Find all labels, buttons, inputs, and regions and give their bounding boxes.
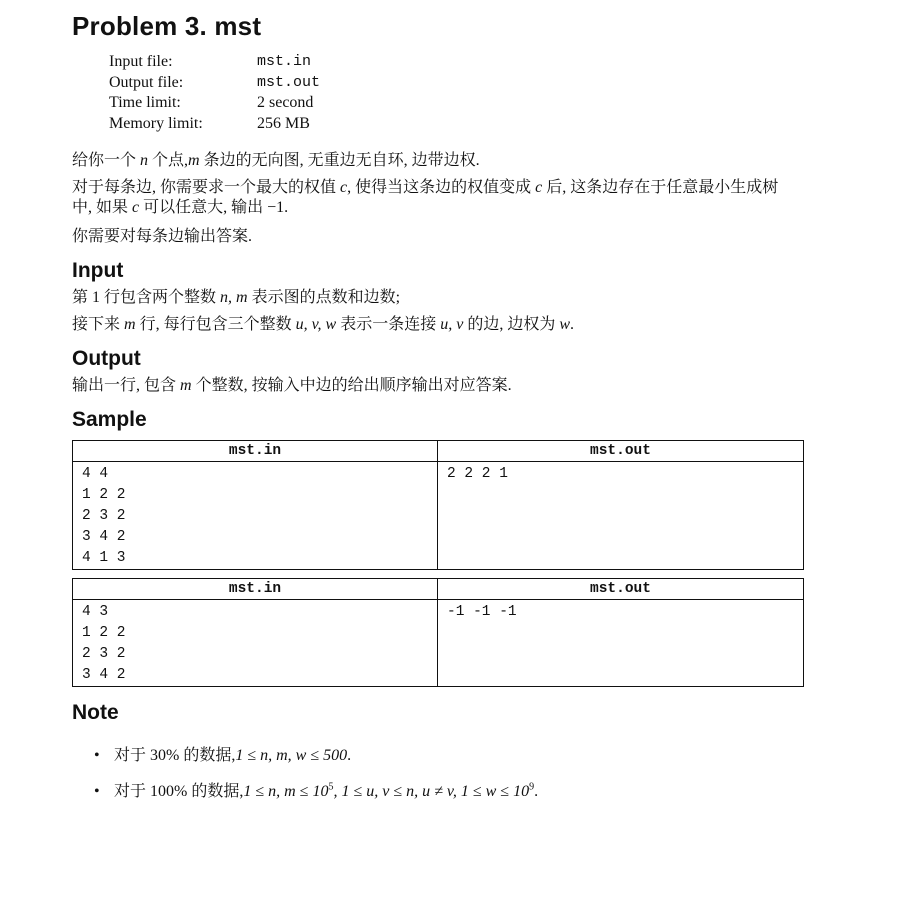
sample-input-line: 2 3 2 [82, 646, 126, 662]
text: , 使得当这条边的权值变成 [347, 179, 532, 196]
exponent: 9 [529, 781, 535, 793]
text: 接下来 [72, 316, 121, 333]
sample-input-line: 4 1 3 [82, 550, 126, 566]
sample-output-header: mst.out [438, 579, 804, 600]
meta-label: Time limit: [109, 94, 181, 111]
bullet-icon: • [94, 783, 100, 800]
bullet-icon: • [94, 747, 100, 764]
sample-input-cell [73, 600, 438, 687]
math-var: w [559, 316, 570, 333]
sample-input-line: 4 4 [82, 466, 109, 482]
meta-value: 256 MB [257, 114, 310, 132]
text: 给你一个 [72, 152, 137, 169]
text: 中, 如果 [72, 199, 129, 216]
input-line-2 [72, 315, 832, 335]
output-heading: Output [72, 347, 141, 370]
text: 行, 每行包含三个整数 [139, 316, 292, 333]
text: 对于每条边, 你需要求一个最大的权值 [72, 179, 337, 196]
sample-table-2 [72, 578, 804, 687]
text: 对于 30% 的数据, [114, 747, 236, 764]
text: 输出一行, 包含 [72, 377, 177, 394]
math-var: n, m [220, 289, 248, 306]
problem-title: Problem 3. mst [72, 11, 262, 41]
sample-output-line: -1 -1 -1 [447, 604, 517, 620]
meta-label: Output file: [109, 73, 184, 91]
sample-input-cell [73, 462, 438, 570]
text: . [534, 783, 539, 800]
note-item [94, 781, 538, 803]
math-var: c [340, 179, 348, 196]
text: 的边, 边权为 [467, 316, 556, 333]
sample-input-line: 4 3 [82, 604, 109, 620]
text: 条边的无向图, 无重边无自环, 边带边权. [203, 152, 480, 169]
math-var: c [132, 199, 140, 216]
math-var: u, v [440, 316, 464, 333]
sample-input-header: mst.in [73, 441, 438, 462]
sample-input-line: 3 4 2 [82, 667, 126, 683]
meta-label: Memory limit: [109, 114, 203, 132]
text: 第 1 行包含两个整数 [72, 289, 217, 306]
sample-output-line: 2 2 2 1 [447, 466, 508, 482]
math-var: u, v, w [295, 316, 337, 333]
meta-row [109, 93, 320, 114]
math-var: m [124, 316, 136, 333]
meta-value: mst.out [257, 73, 321, 91]
meta-value: 2 second [257, 94, 314, 111]
text: . [570, 316, 574, 333]
meta-row [109, 52, 320, 73]
note-item [94, 745, 538, 767]
text: 可以任意大, 输出 −1. [143, 199, 289, 216]
math-var: c [535, 179, 543, 196]
input-heading: Input [72, 259, 124, 282]
sample-input-header: mst.in [73, 579, 438, 600]
math: 1 ≤ n, m, w ≤ 500 [235, 747, 348, 764]
meta-row [109, 73, 320, 94]
sample-input-line: 2 3 2 [82, 508, 126, 524]
input-line-1 [72, 288, 832, 308]
note-heading: Note [72, 701, 119, 724]
statement-paragraph-2 [72, 178, 832, 218]
sample-output-cell [438, 600, 804, 687]
sample-input-line: 1 2 2 [82, 487, 126, 503]
math: , 1 ≤ u, v ≤ n, u ≠ v, 1 ≤ w ≤ 10 [333, 783, 530, 800]
math-var: m [180, 377, 192, 394]
text: 个整数, 按输入中边的给出顺序输出对应答案. [195, 377, 512, 394]
statement-paragraph-3: 你需要对每条边输出答案. [72, 228, 253, 245]
math-var: m [188, 152, 200, 169]
sample-heading: Sample [72, 408, 147, 431]
text: 后, 这条边存在于任意最小生成树 [546, 179, 779, 196]
meta-row [109, 114, 320, 135]
math: 1 ≤ n, m ≤ 10 [243, 783, 329, 800]
output-line-1 [72, 376, 832, 396]
sample-input-line: 3 4 2 [82, 529, 126, 545]
text: 个点, [152, 152, 189, 169]
text: 表示图的点数和边数; [251, 289, 401, 306]
meta-label: Input file: [109, 53, 173, 70]
problem-meta [109, 52, 320, 134]
meta-value: mst.in [257, 53, 312, 70]
exponent: 5 [328, 781, 334, 793]
sample-input-line: 1 2 2 [82, 625, 126, 641]
note-list [94, 745, 538, 803]
sample-table-1 [72, 440, 804, 570]
sample-output-cell [438, 462, 804, 570]
math-var: n [140, 152, 149, 169]
statement-paragraph-1 [72, 151, 832, 171]
text: 表示一条连接 [340, 316, 437, 333]
text: . [347, 747, 352, 764]
sample-output-header: mst.out [438, 441, 804, 462]
text: 对于 100% 的数据, [114, 783, 244, 800]
